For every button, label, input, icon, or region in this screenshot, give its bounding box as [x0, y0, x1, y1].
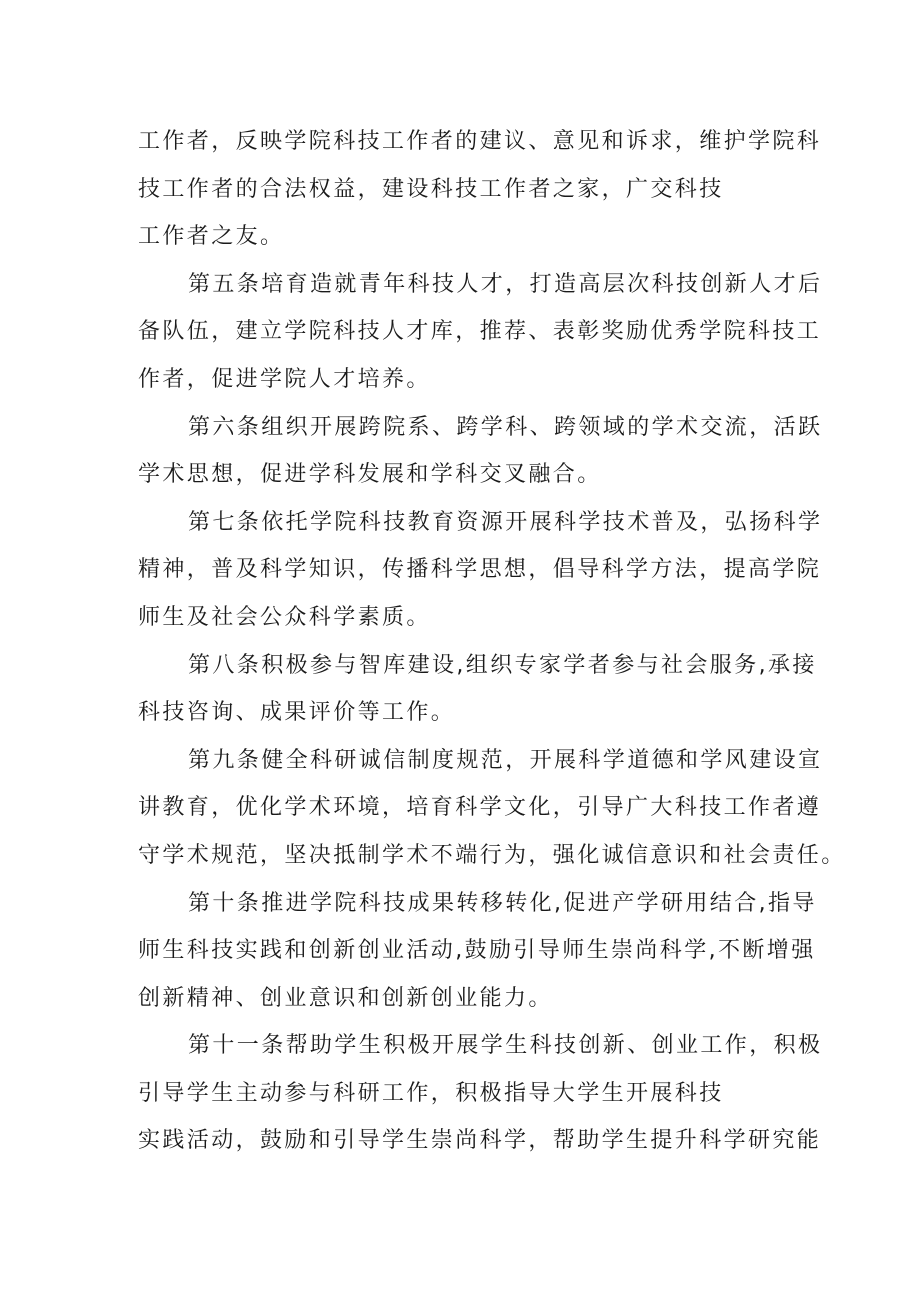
text-line: 作者，促进学院人才培养。	[138, 366, 431, 392]
text-line: 学术思想，促进学科发展和学科交叉融合。	[138, 462, 602, 488]
text-line: 技工作者的合法权益，建设科技工作者之家，广交科技	[138, 176, 724, 202]
article-11-start: 第十一条帮助学生积极开展学生科技创新、创业工作，积极	[188, 1033, 823, 1059]
text-line: 精神，普及科学知识，传播科学思想，倡导科学方法，提高学院	[138, 557, 822, 583]
text-line: 讲教育，优化学术环境，培育科学文化，引导广大科技工作者遵	[138, 795, 822, 821]
document-body	[138, 118, 846, 1165]
article-8-start: 第八条积极参与智库建设,组织专家学者参与社会服务,承接	[188, 652, 817, 678]
text-line: 备队伍，建立学院科技人才库，推荐、表彰奖励优秀学院科技工	[138, 319, 822, 345]
article-5-start: 第五条培育造就青年科技人才，打造高层次科技创新人才后	[188, 271, 823, 297]
text-line: 师生及社会公众科学素质。	[138, 604, 431, 630]
text-line: 工作者之友。	[138, 224, 285, 250]
article-9-start: 第九条健全科研诚信制度规范，开展科学道德和学风建设宣	[188, 747, 823, 773]
text-line: 师生科技实践和创新创业活动,鼓励引导师生崇尚科学,不断增强	[138, 938, 816, 964]
text-line: 创新精神、创业意识和创新创业能力。	[138, 985, 553, 1011]
text-line: 引导学生主动参与科研工作，积极指导大学生开展科技	[138, 1080, 724, 1106]
article-6-start: 第六条组织开展跨院系、跨学科、跨领域的学术交流，活跃	[188, 414, 823, 440]
text-line: 守学术规范，坚决抵制学术不端行为，强化诚信意识和社会责任。	[138, 842, 846, 868]
article-7-start: 第七条依托学院科技教育资源开展科学技术普及，弘扬科学	[188, 509, 823, 535]
text-line: 工作者，反映学院科技工作者的建议、意见和诉求，维护学院科	[138, 129, 822, 154]
article-10-start: 第十条推进学院科技成果转移转化,促进产学研用结合,指导	[188, 890, 817, 916]
text-line: 科技咨询、成果评价等工作。	[138, 700, 456, 726]
text-line: 实践活动，鼓励和引导学生崇尚科学，帮助学生提升科学研究能	[138, 1128, 822, 1154]
